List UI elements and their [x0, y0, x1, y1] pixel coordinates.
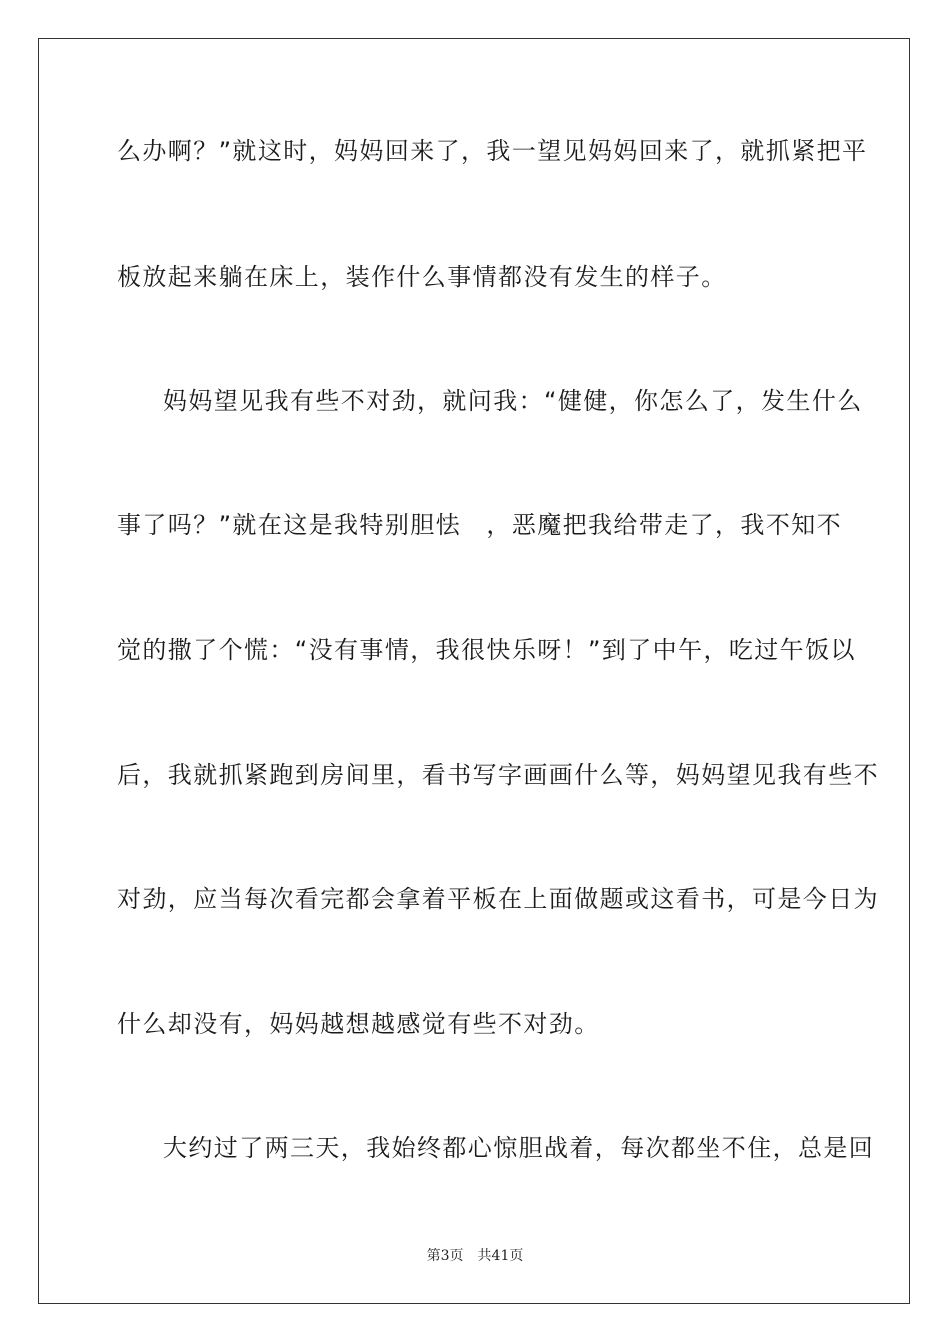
text-line-7: 对劲，应当每次看完都会拿着平板在上面做题或这看书，可是今日为 — [117, 885, 879, 913]
text-line-5: 觉的撒了个慌：“没有事情，我很快乐呀！”到了中午，吃过午饭以 — [117, 636, 856, 664]
page-footer — [0, 1246, 950, 1266]
text-line-6: 后，我就抓紧跑到房间里，看书写字画画什么等，妈妈望见我有些不 — [117, 761, 879, 789]
text-line-9: 大约过了两三天，我始终都心惊胆战着，每次都坐不住，总是回 — [163, 1134, 875, 1162]
text-line-1: 么办啊？”就这时，妈妈回来了，我一望见妈妈回来了，就抓紧把平 — [117, 137, 868, 165]
text-line-2: 板放起来躺在床上，装作什么事情都没有发生的样子。 — [117, 263, 727, 291]
page-border — [38, 38, 910, 1304]
text-line-8: 什么却没有，妈妈越想越感觉有些不对劲。 — [117, 1010, 600, 1038]
page-number: 第3页 — [426, 1248, 464, 1264]
total-pages: 共41页 — [477, 1248, 524, 1264]
text-line-4: 事了吗？”就在这是我特别胆怯 ，恶魔把我给带走了，我不知不 — [117, 511, 843, 539]
text-line-3: 妈妈望见我有些不对劲，就问我：“健健，你怎么了，发生什么 — [163, 387, 863, 415]
